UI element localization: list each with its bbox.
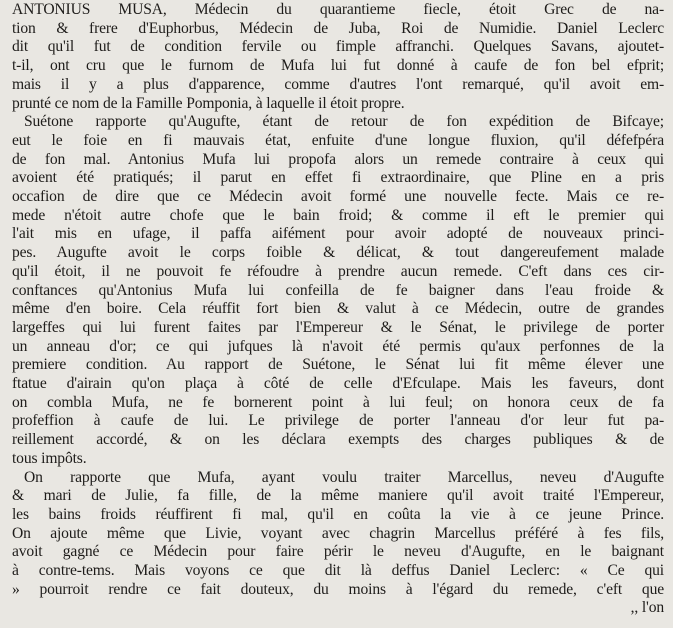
text-line: qu'il étoit, il ne pouvoit fe réfoudre à prendre aucun remede. C'eft dans ces cir-: [12, 262, 664, 280]
text-line: à contre-tems. Mais voyons ce que dit là deffus Daniel Leclerc: « Ce qui: [12, 562, 664, 579]
text-line: t-il, ont cru que le furnom de Mufa lui fut donné à caufe de fon bel efprit;: [12, 57, 664, 75]
text-line: occafion de dire que ce Médecin avoit formé une nouvelle fecte. Mais ce re-: [12, 188, 664, 205]
text-line: premiere condition. Au rapport de Suétone, le Sénat lui fit même élever une: [12, 356, 664, 374]
text-line: même d'en boire. Cela réuffit fort bien & valut à ce Médecin, outre de grandes: [12, 300, 664, 318]
text-line: conftances qu'Antonius Mufa lui confeilla de fe baigner dans l'eau froide &: [12, 281, 664, 299]
text-line: les bains froids réuffirent fi mal, qu'il en coûta la vie à ce jeune Prince.: [12, 505, 664, 523]
text-line: ANTONIUS MUSA, Médecin du quarantieme fiecle, étoit Grec de na-: [12, 1, 664, 18]
text-line: On ajoute même que Livie, voyant avec chagrin Marcellus préféré à fes fils,: [12, 524, 664, 542]
text-line: » pourroit rendre ce fait douteux, du moins à l'égard du remede, c'eft que: [12, 580, 664, 598]
text-line: prunté ce nom de la Famille Pomponia, à laquelle il étoit propre.: [12, 94, 405, 112]
text-line: reillement accordé, & on les déclara exempts des charges publiques & de: [12, 431, 664, 449]
text-line: ftatue d'airain qu'on plaça à côté de celle d'Efculape. Mais les faveurs, dont: [12, 375, 664, 392]
text-line: avoient été pratiqués; il parut en effet fi extraordinaire, que Pline en a pris: [12, 169, 664, 187]
text-line: mais il y a plus d'apparence, comme d'autres l'ont remarqué, qu'il avoit em-: [12, 75, 664, 93]
text-line: eut le foie en fi mauvais état, enfuite d'une longue fluxion, qu'il défefpéra: [12, 131, 664, 149]
text-line: pes. Augufte avoit le corps foible & délicat, & tout dangereufement malade: [12, 244, 664, 262]
text-line: on combla Mufa, ne fe bornerent point à lui feul; on honora ceux de fa: [12, 393, 664, 411]
text-line: mede n'étoit autre chofe que le bain froid; & comme il eft le premier qui: [12, 206, 664, 224]
text-line: tous impôts.: [12, 449, 87, 467]
text-line: profeffion à caufe de lui. Le privilege de porter l'anneau d'or leur fut pa-: [12, 412, 664, 430]
text-line: On rapporte que Mufa, ayant voulu traiter Marcellus, neveu d'Augufte: [24, 468, 664, 486]
text-line: ,, l'on: [630, 599, 664, 617]
text-line: dit qu'il fut de condition fervile ou fimple affranchi. Quelques Savans, ajoutet-: [12, 38, 664, 56]
text-line: & mari de Julie, fa fille, de la même maniere qu'il avoit traité l'Empereur,: [12, 487, 664, 505]
text-line: un anneau d'or; ce qui jufques là n'avoit été permis qu'aux perfonnes de la: [12, 337, 664, 355]
text-line: avoit gagné ce Médecin pour faire périr le neveu d'Augufte, en le baignant: [12, 543, 664, 561]
text-line: de fon mal. Antonius Mufa lui propofa alors un remede contraire à ceux qui: [12, 150, 664, 168]
text-line: l'ait mis en ufage, il paffa aifément pour avoir adopté de nouveaux princi-: [12, 225, 664, 243]
text-line: Suétone rapporte qu'Augufte, étant de retour de fon expédition de Bifcaye;: [24, 113, 664, 131]
text-line: largeffes qui lui furent faites par l'Empereur & le Sénat, le privilege de porter: [12, 318, 664, 336]
text-line: tion & frere d'Euphorbus, Médecin de Juba, Roi de Numidie. Daniel Leclerc: [12, 19, 664, 37]
